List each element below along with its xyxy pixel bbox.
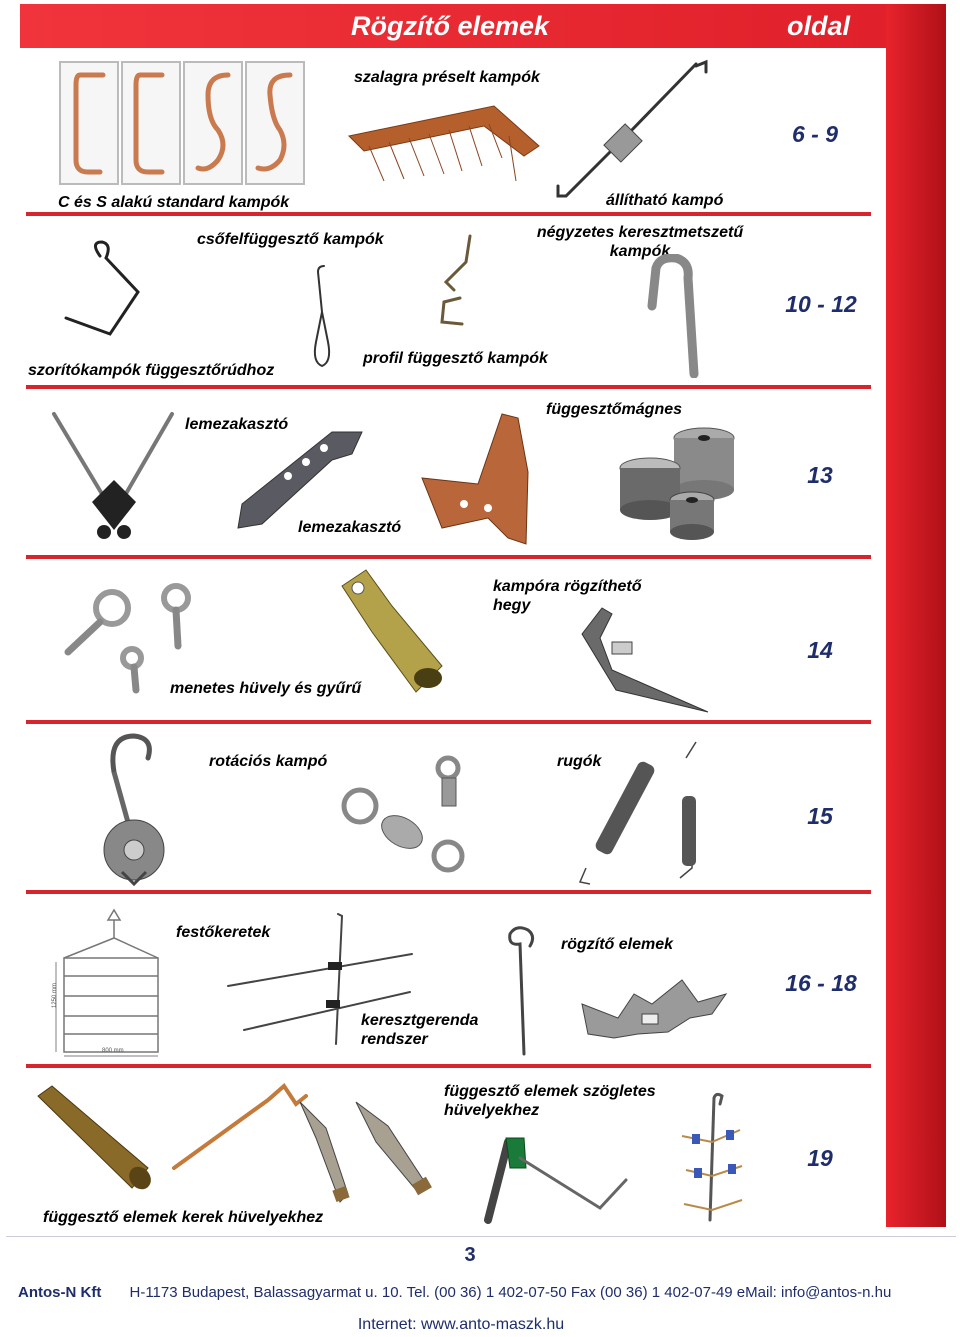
footer-contact-line [18, 1284, 891, 1301]
pipe-hook-image [304, 262, 344, 372]
label-csofelfuggeszto: csőfelfüggesztő kampók [197, 231, 384, 248]
label-rotacios: rotációs kampó [209, 753, 328, 770]
page-title: Rögzítő elemek [350, 11, 550, 41]
label-lemezakaszto-1: lemezakasztó [185, 416, 289, 433]
adjustable-hook-image [556, 56, 716, 206]
label-negyzetes: négyzetes keresztmetszetű kampók [536, 224, 744, 260]
profile-hook-image [432, 232, 482, 332]
label-kampora: kampóra rögzíthető hegy [493, 578, 642, 614]
c-s-hooks-image [58, 60, 308, 188]
painter-frame-image [50, 906, 166, 1058]
section-divider [26, 890, 871, 894]
pages-16-18: 16 - 18 [785, 970, 857, 996]
swivel-image [336, 748, 476, 880]
label-profil: profil függesztő kampók [363, 350, 548, 367]
brass-tube-image [32, 1082, 158, 1194]
label-szogletes: függesztő elemek szögletes hüvelyekhez [444, 1083, 656, 1119]
section-divider [26, 720, 871, 724]
cone-tips-image [296, 1098, 448, 1208]
section-divider [26, 212, 871, 216]
label-szoritokampok: szorítókampók függesztőrúdhoz [28, 362, 275, 379]
section-divider [26, 555, 871, 559]
label-fuggesztomagnes: függesztőmágnes [546, 401, 683, 418]
footer-separator [6, 1236, 956, 1237]
label-c-s-hooks: C és S alakú standard kampók [58, 194, 290, 211]
right-rail [886, 4, 946, 1227]
bent-rod-image [168, 1080, 308, 1176]
rotation-hook-image [84, 732, 184, 888]
label-menetes: menetes hüvely és gyűrű [170, 680, 362, 697]
pages-13: 13 [807, 462, 833, 488]
frame-width-dim: 800 mm [102, 1048, 124, 1054]
section-divider [26, 1064, 871, 1068]
sheet-hanger-v-image [48, 408, 178, 548]
label-rugok: rugók [557, 753, 602, 770]
label-lemezakaszto-2: lemezakasztó [298, 519, 402, 536]
label-keresztgerenda: keresztgerenda rendszer [361, 1012, 479, 1048]
hook-tip-image [572, 604, 712, 716]
magnet-image [612, 424, 742, 546]
pages-15: 15 [807, 803, 833, 829]
springs-image [576, 738, 706, 888]
strip-hooks-image [344, 96, 544, 196]
copper-bracket-image [418, 408, 548, 550]
oldal-label: oldal [786, 11, 850, 41]
pages-19: 19 [807, 1145, 833, 1171]
label-szalagra: szalagra préselt kampók [354, 69, 540, 86]
square-sleeve-hook-image [480, 1128, 630, 1224]
fixing-plate-image [578, 974, 728, 1050]
company-name: Antos-N Kft [18, 1284, 102, 1301]
page-number: 3 [464, 1244, 476, 1266]
pages-6-9: 6 - 9 [791, 121, 839, 147]
clamp-hook-image [60, 236, 150, 346]
section-divider [26, 385, 871, 389]
hanger-chain-image [662, 1090, 762, 1224]
contact-details: H-1173 Budapest, Balassagyarmat u. 10. Tel. (00 36) 1 402-07-50 Fax (00 36) 1 402-07-49 eMail: info@antos-n.hu [129, 1284, 892, 1301]
website-link[interactable]: Internet: www.anto-maszk.hu [357, 1316, 565, 1333]
header-bar [20, 4, 886, 48]
label-rogzito: rögzítő elemek [561, 936, 674, 953]
pages-10-12: 10 - 12 [785, 291, 857, 317]
label-kerek: függesztő elemek kerek hüvelyekhez [43, 1209, 324, 1226]
label-festokeretek: festőkeretek [176, 924, 271, 941]
pages-14: 14 [807, 637, 833, 663]
frame-height-dim: 1250 mm [52, 982, 58, 1008]
square-hook-image [642, 254, 702, 378]
label-allithato: állítható kampó [606, 192, 724, 209]
